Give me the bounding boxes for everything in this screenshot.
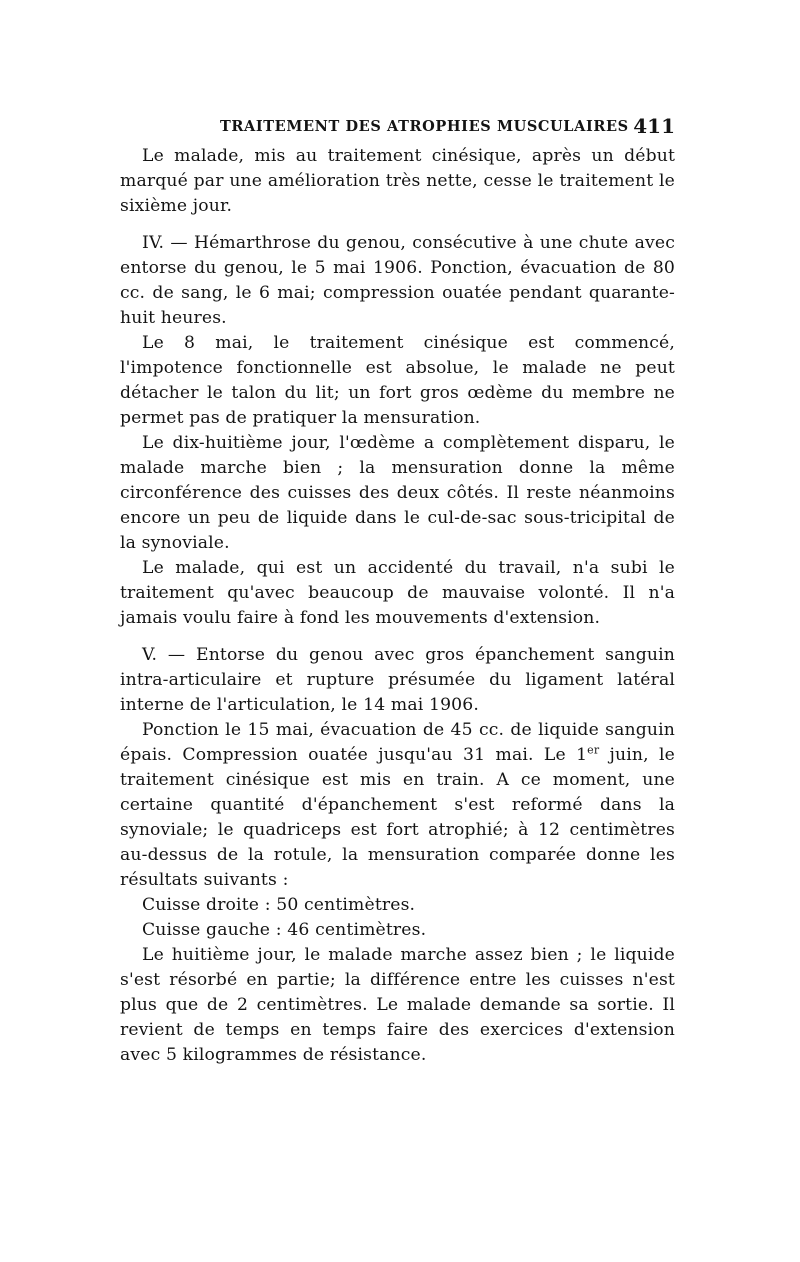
paragraph-3: Le 8 mai, le traitement cinésique est commencé, l'impotence fonctionnelle est absolue, le malade ne peut détacher le talon du lit; un fort gros œdème du membre ne permet pas de pratiquer la mensuration. bbox=[120, 333, 675, 428]
paragraph-10: Le huitième jour, le malade marche assez bien ; le liquide s'est résorbé en partie; la différence entre les cuisses n'est plus que de 2 centimètres. Le malade demande sa sortie. Il revient de temps en temps faire des exercices d'extension avec 5 kilogrammes de résistance. bbox=[120, 945, 675, 1065]
paragraph-7-after: juin, le traitement cinésique est mis en train. A ce moment, une certaine quantité d'épanchement s'est reformé dans la synoviale; le quadriceps est fort atrophié; à 12 centimètres au-dessus de la rotule, la mensuration comparée donne les résultats suivants : bbox=[120, 745, 675, 890]
measurement-right-thigh: Cuisse droite : 50 centimètres. bbox=[142, 895, 416, 915]
paragraph-4: Le dix-huitième jour, l'œdème a complètement disparu, le malade marche bien ; la mensuration donne la même circonférence des cuisses des deux côtés. Il reste néanmoins encore un peu de liquide dans le cul-de-sac sous-tricipital de la synoviale. bbox=[120, 433, 675, 553]
paragraph-7-superscript: er bbox=[587, 743, 600, 757]
page-number: 411 bbox=[633, 114, 675, 138]
paragraph-5: Le malade, qui est un accidenté du travail, n'a subi le traitement qu'avec beaucoup de mauvaise volonté. Il n'a jamais voulu faire à fond les mouvements d'extension. bbox=[120, 558, 675, 628]
running-title: TRAITEMENT DES ATROPHIES MUSCULAIRES bbox=[220, 118, 629, 135]
book-page bbox=[120, 110, 675, 1068]
paragraph-7-before: Ponction le 15 mai, évacuation de 45 cc. de liquide sanguin épais. Compression ouatée jusqu'au 31 mai. Le 1 bbox=[120, 720, 675, 765]
paragraph-case-v: V. — Entorse du genou avec gros épanchement sanguin intra-articulaire et rupture présumée du ligament latéral interne de l'articulation, le 14 mai 1906. bbox=[120, 645, 675, 715]
measurement-left-thigh: Cuisse gauche : 46 centimètres. bbox=[142, 920, 427, 940]
paragraph-case-iv: IV. — Hémarthrose du genou, consécutive à une chute avec entorse du genou, le 5 mai 1906. Ponction, évacuation de 80 cc. de sang, le 6 mai; compression ouatée pendant quarante-huit heures. bbox=[120, 233, 675, 328]
paragraph-1: Le malade, mis au traitement cinésique, après un début marqué par une amélioration très nette, cesse le traitement le sixième jour. bbox=[120, 146, 675, 216]
running-head bbox=[120, 110, 675, 144]
paragraph-7 bbox=[120, 718, 675, 893]
